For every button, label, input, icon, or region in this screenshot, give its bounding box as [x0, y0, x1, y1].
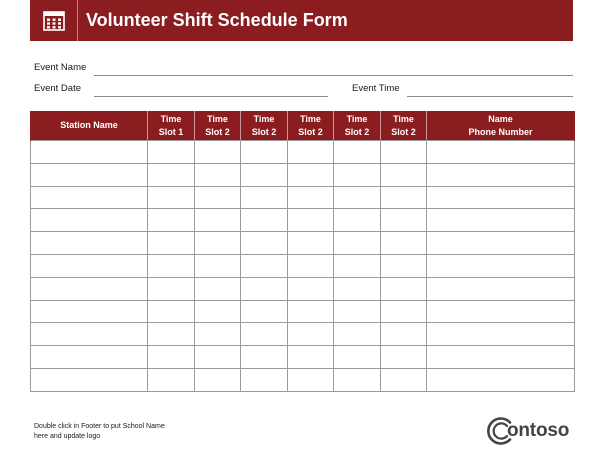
table-cell[interactable]: [241, 186, 288, 209]
table-cell[interactable]: [288, 346, 334, 369]
table-cell[interactable]: [288, 163, 334, 186]
table-cell[interactable]: [427, 163, 575, 186]
table-cell[interactable]: [381, 141, 427, 164]
table-cell[interactable]: [288, 232, 334, 255]
table-cell[interactable]: [195, 346, 241, 369]
column-header-time-slot: Time Slot 2: [288, 111, 334, 141]
table-cell[interactable]: [427, 368, 575, 391]
table-cell[interactable]: [241, 346, 288, 369]
column-header-time-slot: Time Slot 2: [381, 111, 427, 141]
table-cell[interactable]: [381, 277, 427, 300]
schedule-table: [30, 111, 575, 392]
table-cell[interactable]: [195, 209, 241, 232]
table-cell[interactable]: [334, 277, 381, 300]
table-cell[interactable]: [427, 209, 575, 232]
table-cell[interactable]: [334, 300, 381, 323]
table-row: [31, 209, 575, 232]
table-cell[interactable]: [148, 368, 195, 391]
table-cell[interactable]: [334, 141, 381, 164]
table-cell[interactable]: [334, 368, 381, 391]
event-time-line[interactable]: [407, 96, 573, 97]
table-cell[interactable]: [31, 163, 148, 186]
column-header-time-slot: Time Slot 2: [195, 111, 241, 141]
table-cell[interactable]: [241, 163, 288, 186]
table-cell[interactable]: [381, 186, 427, 209]
table-cell[interactable]: [381, 368, 427, 391]
table-cell[interactable]: [31, 300, 148, 323]
table-cell[interactable]: [427, 254, 575, 277]
table-row: [31, 323, 575, 346]
table-cell[interactable]: [334, 254, 381, 277]
table-row: [31, 163, 575, 186]
event-name-label: Event Name: [34, 62, 87, 73]
table-cell[interactable]: [241, 232, 288, 255]
table-cell[interactable]: [241, 368, 288, 391]
table-cell[interactable]: [195, 254, 241, 277]
header-icon-cell: [30, 0, 78, 41]
table-cell[interactable]: [334, 346, 381, 369]
table-cell[interactable]: [427, 141, 575, 164]
contoso-logo: [486, 414, 569, 448]
table-cell[interactable]: [381, 232, 427, 255]
table-cell[interactable]: [148, 254, 195, 277]
table-cell[interactable]: [148, 323, 195, 346]
table-cell[interactable]: [241, 209, 288, 232]
table-cell[interactable]: [288, 300, 334, 323]
event-time-label: Event Time: [352, 83, 400, 94]
event-name-line[interactable]: [94, 75, 573, 76]
table-cell[interactable]: [427, 346, 575, 369]
table-cell[interactable]: [334, 232, 381, 255]
table-cell[interactable]: [427, 232, 575, 255]
table-cell[interactable]: [31, 346, 148, 369]
table-cell[interactable]: [148, 277, 195, 300]
table-cell[interactable]: [195, 141, 241, 164]
table-row: [31, 186, 575, 209]
calendar-icon: [43, 11, 65, 31]
table-cell[interactable]: [31, 368, 148, 391]
event-date-label: Event Date: [34, 83, 81, 94]
table-row: [31, 346, 575, 369]
table-cell[interactable]: [195, 300, 241, 323]
table-cell[interactable]: [148, 163, 195, 186]
event-date-line[interactable]: [94, 96, 328, 97]
table-row: [31, 232, 575, 255]
table-row: [31, 141, 575, 164]
table-cell[interactable]: [288, 254, 334, 277]
table-cell[interactable]: [427, 323, 575, 346]
table-cell[interactable]: [148, 186, 195, 209]
table-cell[interactable]: [148, 141, 195, 164]
table-row: [31, 300, 575, 323]
table-cell[interactable]: [288, 141, 334, 164]
table-cell[interactable]: [148, 300, 195, 323]
table-cell[interactable]: [381, 323, 427, 346]
table-cell[interactable]: [148, 346, 195, 369]
column-header-station-name: Station Name: [31, 111, 148, 141]
table-cell[interactable]: [241, 141, 288, 164]
table-cell[interactable]: [381, 346, 427, 369]
table-cell[interactable]: [381, 163, 427, 186]
table-cell[interactable]: [241, 323, 288, 346]
footer-note: Double click in Footer to put School Name here and update logo: [34, 423, 165, 440]
table-cell[interactable]: [288, 186, 334, 209]
table-cell[interactable]: [195, 323, 241, 346]
table-cell[interactable]: [381, 300, 427, 323]
table-cell[interactable]: [31, 209, 148, 232]
table-cell[interactable]: [31, 254, 148, 277]
column-header-time-slot: Time Slot 2: [334, 111, 381, 141]
schedule-body: [31, 141, 575, 392]
table-cell[interactable]: [195, 277, 241, 300]
table-cell[interactable]: [148, 232, 195, 255]
table-row: [31, 277, 575, 300]
table-cell[interactable]: [334, 186, 381, 209]
logo-wordmark: ontoso: [507, 420, 570, 441]
table-cell[interactable]: [427, 277, 575, 300]
table-cell[interactable]: [195, 368, 241, 391]
table-cell[interactable]: [334, 323, 381, 346]
table-cell[interactable]: [288, 277, 334, 300]
table-cell[interactable]: [241, 254, 288, 277]
table-cell[interactable]: [334, 163, 381, 186]
table-cell[interactable]: [31, 323, 148, 346]
table-cell[interactable]: [31, 232, 148, 255]
table-cell[interactable]: [195, 232, 241, 255]
table-cell[interactable]: [381, 209, 427, 232]
table-cell[interactable]: [288, 368, 334, 391]
column-header-time-slot: Time Slot 1: [148, 111, 195, 141]
table-row: [31, 368, 575, 391]
table-cell[interactable]: [288, 209, 334, 232]
table-cell[interactable]: [148, 209, 195, 232]
table-cell[interactable]: [31, 141, 148, 164]
table-cell[interactable]: [427, 186, 575, 209]
table-cell[interactable]: [195, 163, 241, 186]
table-cell[interactable]: [195, 186, 241, 209]
table-cell[interactable]: [381, 254, 427, 277]
table-cell[interactable]: [334, 209, 381, 232]
table-row: [31, 254, 575, 277]
table-cell[interactable]: [241, 300, 288, 323]
form-title: Volunteer Shift Schedule Form: [86, 10, 348, 30]
header-band: [30, 0, 573, 41]
column-header-time-slot: Time Slot 2: [241, 111, 288, 141]
column-header-name-phone: Name Phone Number: [427, 111, 575, 141]
table-cell[interactable]: [31, 186, 148, 209]
table-cell[interactable]: [241, 277, 288, 300]
table-cell[interactable]: [427, 300, 575, 323]
table-header-row: [31, 111, 575, 141]
table-cell[interactable]: [288, 323, 334, 346]
table-cell[interactable]: [31, 277, 148, 300]
